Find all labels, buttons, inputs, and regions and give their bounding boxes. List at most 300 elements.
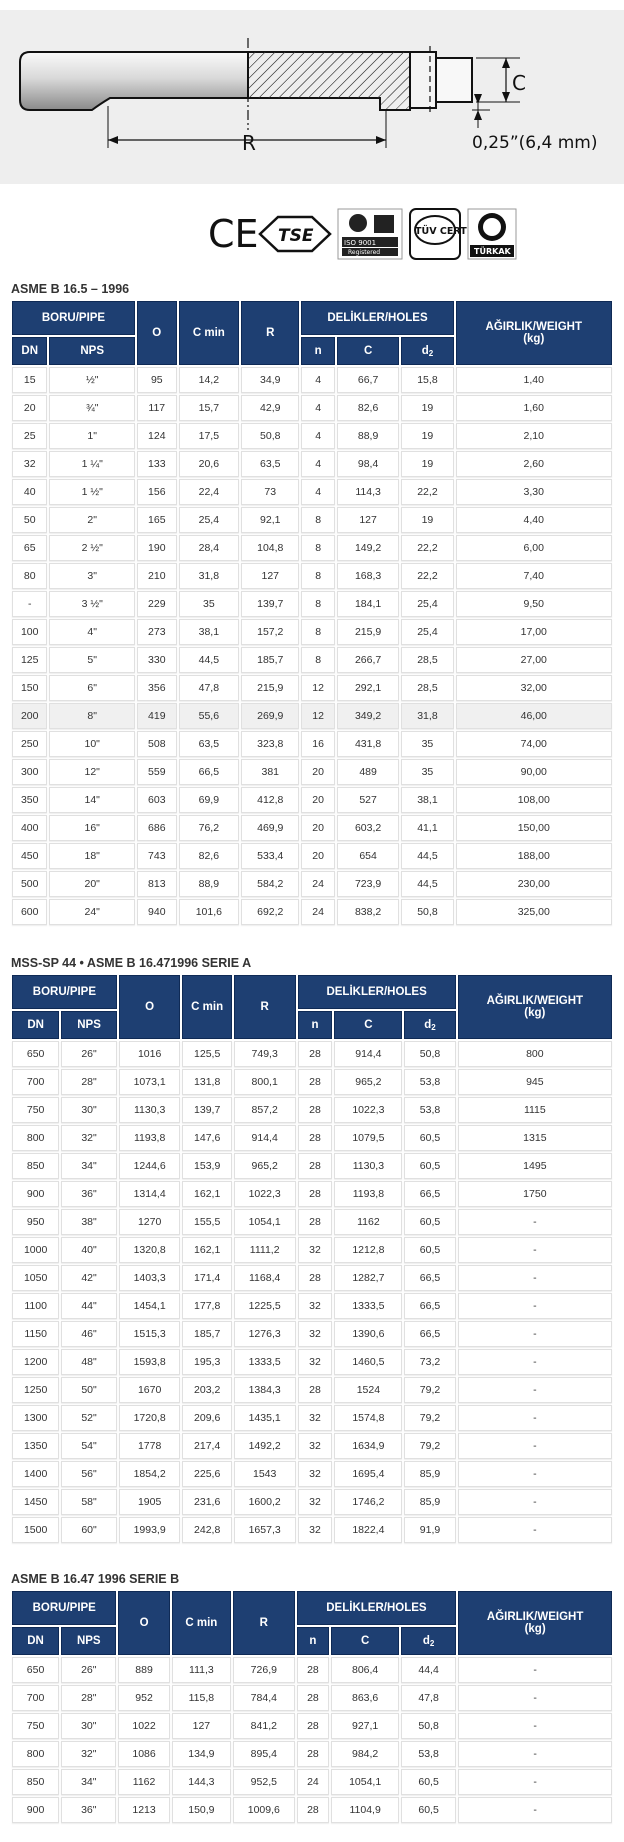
- cell-d2: 44,4: [401, 1657, 456, 1683]
- cell-n: 4: [301, 367, 334, 393]
- cell-nps: 18": [49, 843, 135, 869]
- table-row: [12, 1237, 612, 1263]
- cell-nps: 40": [61, 1237, 117, 1263]
- cell-c: 489: [337, 759, 400, 785]
- cell-c: 1162: [334, 1209, 402, 1235]
- cell-weight: -: [458, 1797, 612, 1823]
- cell-r: 895,4: [233, 1741, 294, 1767]
- header-boru-pipe: BORU/PIPE: [12, 1591, 116, 1625]
- cell-dn: 32: [12, 451, 47, 477]
- table-row: [12, 1181, 612, 1207]
- cell-weight: 9,50: [456, 591, 612, 617]
- cell-d2: 60,5: [404, 1237, 455, 1263]
- cell-d2: 47,8: [401, 1685, 456, 1711]
- cell-c-min: 69,9: [179, 787, 239, 813]
- tuv-cert-icon: [410, 209, 467, 259]
- cell-r: 92,1: [241, 507, 299, 533]
- header-c-min: C min: [182, 975, 231, 1039]
- cell-o: 356: [137, 675, 177, 701]
- table-row: [12, 563, 612, 589]
- cell-c: 1022,3: [334, 1097, 402, 1123]
- cell-dn: 25: [12, 423, 47, 449]
- cell-dn: 900: [12, 1181, 59, 1207]
- cell-d2: 85,9: [404, 1489, 455, 1515]
- cell-weight: 7,40: [456, 563, 612, 589]
- cell-weight: 74,00: [456, 731, 612, 757]
- cell-weight: 800: [458, 1041, 612, 1067]
- cell-dn: 1000: [12, 1237, 59, 1263]
- cell-dn: 750: [12, 1097, 59, 1123]
- cell-n: 28: [298, 1265, 333, 1291]
- cell-c: 863,6: [331, 1685, 399, 1711]
- cell-nps: 30": [61, 1713, 116, 1739]
- cell-weight: 1315: [458, 1125, 612, 1151]
- table-row: [12, 367, 612, 393]
- cell-c-min: 44,5: [179, 647, 239, 673]
- cell-weight: -: [458, 1685, 612, 1711]
- header-nps: NPS: [61, 1011, 117, 1039]
- cell-r: 215,9: [241, 675, 299, 701]
- cell-c: 1130,3: [334, 1153, 402, 1179]
- cell-c: 984,2: [331, 1741, 399, 1767]
- cell-c-min: 231,6: [182, 1489, 231, 1515]
- table-row: [12, 675, 612, 701]
- cell-c-min: 115,8: [172, 1685, 231, 1711]
- cell-c-min: 185,7: [182, 1321, 231, 1347]
- cell-c-min: 139,7: [182, 1097, 231, 1123]
- cell-n: 28: [298, 1041, 333, 1067]
- cell-nps: 36": [61, 1797, 116, 1823]
- cell-o: 190: [137, 535, 177, 561]
- cell-o: 1854,2: [119, 1461, 181, 1487]
- cell-r: 104,8: [241, 535, 299, 561]
- cell-d2: 53,8: [401, 1741, 456, 1767]
- cell-o: 229: [137, 591, 177, 617]
- cell-c: 88,9: [337, 423, 400, 449]
- header-boru-pipe: BORU/PIPE: [12, 301, 135, 335]
- cell-c: 66,7: [337, 367, 400, 393]
- header-delikler-holes: DELİKLER/HOLES: [297, 1591, 457, 1625]
- svg-text:TSE: TSE: [278, 226, 314, 246]
- cell-n: 8: [301, 619, 334, 645]
- cell-r: 1225,5: [234, 1293, 296, 1319]
- cell-o: 1993,9: [119, 1517, 181, 1543]
- cell-d2: 31,8: [401, 703, 453, 729]
- cell-o: 1778: [119, 1433, 181, 1459]
- header-delikler-holes: DELİKLER/HOLES: [301, 301, 453, 335]
- cell-d2: 22,2: [401, 479, 453, 505]
- cell-c-min: 171,4: [182, 1265, 231, 1291]
- cell-weight: 188,00: [456, 843, 612, 869]
- cell-c: 215,9: [337, 619, 400, 645]
- cell-o: 1593,8: [119, 1349, 181, 1375]
- cell-nps: 5": [49, 647, 135, 673]
- cell-c-min: 209,6: [182, 1405, 231, 1431]
- cell-c-min: 63,5: [179, 731, 239, 757]
- cell-c: 1282,7: [334, 1265, 402, 1291]
- table-row: [12, 787, 612, 813]
- cell-r: 533,4: [241, 843, 299, 869]
- cell-c: 82,6: [337, 395, 400, 421]
- cell-c-min: 101,6: [179, 899, 239, 925]
- table-row: [12, 1461, 612, 1487]
- cell-r: 857,2: [234, 1097, 296, 1123]
- cell-o: 1213: [118, 1797, 169, 1823]
- cell-c-min: 147,6: [182, 1125, 231, 1151]
- table-row: [12, 395, 612, 421]
- cell-weight: -: [458, 1405, 612, 1431]
- cell-d2: 41,1: [401, 815, 453, 841]
- header-r: R: [241, 301, 299, 365]
- cell-c-min: 88,9: [179, 871, 239, 897]
- cell-n: 8: [301, 591, 334, 617]
- cell-dn: 900: [12, 1797, 59, 1823]
- cell-dn: 125: [12, 647, 47, 673]
- cell-d2: 35: [401, 731, 453, 757]
- cell-c-min: 150,9: [172, 1797, 231, 1823]
- cell-nps: 1 ½": [49, 479, 135, 505]
- header-agirlik-weight: [456, 301, 612, 365]
- cell-n: 28: [297, 1797, 330, 1823]
- cell-c-min: 111,3: [172, 1657, 231, 1683]
- tse-mark-icon: [260, 217, 330, 251]
- table-row: [12, 871, 612, 897]
- cell-r: 73: [241, 479, 299, 505]
- cell-weight: 2,10: [456, 423, 612, 449]
- table-row: [12, 1321, 612, 1347]
- cell-d2: 38,1: [401, 787, 453, 813]
- cell-dn: 50: [12, 507, 47, 533]
- cell-d2: 60,5: [401, 1769, 456, 1795]
- cell-nps: 12": [49, 759, 135, 785]
- table-row: [12, 535, 612, 561]
- cell-d2: 53,8: [404, 1097, 455, 1123]
- cell-dn: 800: [12, 1741, 59, 1767]
- cell-nps: 58": [61, 1489, 117, 1515]
- cell-n: 12: [301, 675, 334, 701]
- cell-n: 28: [298, 1181, 333, 1207]
- cell-dn: -: [12, 591, 47, 617]
- cell-weight: 90,00: [456, 759, 612, 785]
- cell-c: 927,1: [331, 1713, 399, 1739]
- cell-weight: -: [458, 1461, 612, 1487]
- cell-n: 24: [301, 899, 334, 925]
- cell-n: 4: [301, 423, 334, 449]
- cell-o: 210: [137, 563, 177, 589]
- svg-text:TÜV CERT: TÜV CERT: [415, 226, 467, 237]
- cell-c: 838,2: [337, 899, 400, 925]
- cell-d2: 53,8: [404, 1069, 455, 1095]
- cell-n: 32: [298, 1405, 333, 1431]
- cell-c: 1333,5: [334, 1293, 402, 1319]
- cell-nps: 20": [49, 871, 135, 897]
- cell-c: 149,2: [337, 535, 400, 561]
- cell-d2: 66,5: [404, 1181, 455, 1207]
- cell-nps: 4": [49, 619, 135, 645]
- cell-o: 1016: [119, 1041, 181, 1067]
- cell-r: 1435,1: [234, 1405, 296, 1431]
- cell-n: 32: [298, 1293, 333, 1319]
- cell-r: 1009,6: [233, 1797, 294, 1823]
- cell-dn: 150: [12, 675, 47, 701]
- cell-n: 32: [298, 1321, 333, 1347]
- cell-c-min: 242,8: [182, 1517, 231, 1543]
- cell-c-min: 153,9: [182, 1153, 231, 1179]
- cell-c-min: 66,5: [179, 759, 239, 785]
- cell-c-min: 76,2: [179, 815, 239, 841]
- header-dn: DN: [12, 1011, 59, 1039]
- cell-dn: 850: [12, 1153, 59, 1179]
- cell-n: 28: [298, 1209, 333, 1235]
- header-agirlik-weight: [458, 1591, 612, 1655]
- header-c-min: C min: [172, 1591, 231, 1655]
- cell-n: 28: [297, 1657, 330, 1683]
- header-n: n: [301, 337, 334, 365]
- cell-weight: -: [458, 1517, 612, 1543]
- cell-r: 42,9: [241, 395, 299, 421]
- cell-o: 165: [137, 507, 177, 533]
- section-title-mss-sp44-serie-a: MSS-SP 44 • ASME B 16.471996 SERIE A: [11, 956, 252, 970]
- cell-d2: 60,5: [404, 1209, 455, 1235]
- cell-o: 559: [137, 759, 177, 785]
- cell-nps: 28": [61, 1069, 117, 1095]
- cell-weight: -: [458, 1741, 612, 1767]
- cell-r: 1384,3: [234, 1377, 296, 1403]
- table-row: [12, 647, 612, 673]
- cell-n: 32: [298, 1433, 333, 1459]
- iso-9001-icon: [338, 209, 402, 259]
- cell-r: 34,9: [241, 367, 299, 393]
- cell-c: 1104,9: [331, 1797, 399, 1823]
- cell-nps: 42": [61, 1265, 117, 1291]
- cell-nps: 56": [61, 1461, 117, 1487]
- cell-dn: 450: [12, 843, 47, 869]
- cell-c-min: 31,8: [179, 563, 239, 589]
- cell-nps: 44": [61, 1293, 117, 1319]
- section-title-asme-b16-5: ASME B 16.5 – 1996: [11, 282, 130, 296]
- table-row: [12, 1797, 612, 1823]
- cell-o: 1454,1: [119, 1293, 181, 1319]
- cell-d2: 19: [401, 395, 453, 421]
- cell-o: 813: [137, 871, 177, 897]
- cell-d2: 85,9: [404, 1461, 455, 1487]
- cell-r: 584,2: [241, 871, 299, 897]
- cell-nps: 1 ¼": [49, 451, 135, 477]
- cell-dn: 100: [12, 619, 47, 645]
- cell-c: 806,4: [331, 1657, 399, 1683]
- certification-logos: [198, 203, 524, 265]
- cell-n: 20: [301, 815, 334, 841]
- header-c: C: [337, 337, 400, 365]
- cell-nps: 60": [61, 1517, 117, 1543]
- cell-d2: 79,2: [404, 1405, 455, 1431]
- cell-nps: 30": [61, 1097, 117, 1123]
- cell-weight: -: [458, 1377, 612, 1403]
- cell-weight: -: [458, 1349, 612, 1375]
- turkak-icon: [468, 209, 516, 259]
- cell-c-min: 17,5: [179, 423, 239, 449]
- cell-dn: 1450: [12, 1489, 59, 1515]
- cell-r: 692,2: [241, 899, 299, 925]
- table-row: [12, 1657, 612, 1683]
- cell-weight: -: [458, 1489, 612, 1515]
- cell-n: 8: [301, 647, 334, 673]
- cell-o: 508: [137, 731, 177, 757]
- cell-nps: 38": [61, 1209, 117, 1235]
- flange-table-serie-b: [10, 1589, 614, 1825]
- cell-r: 1276,3: [234, 1321, 296, 1347]
- cell-o: 889: [118, 1657, 169, 1683]
- cell-c-min: 38,1: [179, 619, 239, 645]
- cell-c-min: 195,3: [182, 1349, 231, 1375]
- table-row: [12, 759, 612, 785]
- cell-r: 50,8: [241, 423, 299, 449]
- cell-d2: 19: [401, 423, 453, 449]
- cell-r: 1333,5: [234, 1349, 296, 1375]
- cell-n: 28: [298, 1153, 333, 1179]
- cell-r: 952,5: [233, 1769, 294, 1795]
- cell-dn: 15: [12, 367, 47, 393]
- table-row: [12, 899, 612, 925]
- cell-o: 117: [137, 395, 177, 421]
- cell-o: 1320,8: [119, 1237, 181, 1263]
- cell-c: 1746,2: [334, 1489, 402, 1515]
- cell-d2: 60,5: [404, 1125, 455, 1151]
- cell-dn: 350: [12, 787, 47, 813]
- ce-mark-icon: [208, 212, 259, 256]
- cell-nps: 16": [49, 815, 135, 841]
- cell-c-min: 131,8: [182, 1069, 231, 1095]
- table-row: [12, 1209, 612, 1235]
- table-row: [12, 843, 612, 869]
- cell-c: 1079,5: [334, 1125, 402, 1151]
- cell-weight: -: [458, 1237, 612, 1263]
- cell-c: 349,2: [337, 703, 400, 729]
- cell-r: 1054,1: [234, 1209, 296, 1235]
- header-c: C: [334, 1011, 402, 1039]
- cell-o: 1193,8: [119, 1125, 181, 1151]
- certification-logos-graphic: [198, 203, 524, 265]
- cell-n: 8: [301, 507, 334, 533]
- cell-r: 841,2: [233, 1713, 294, 1739]
- cell-c: 1695,4: [334, 1461, 402, 1487]
- cell-o: 1244,6: [119, 1153, 181, 1179]
- cell-o: 952: [118, 1685, 169, 1711]
- cell-weight: 6,00: [456, 535, 612, 561]
- header-d2: $d_2$: [401, 1627, 456, 1655]
- cell-nps: 54": [61, 1433, 117, 1459]
- cell-n: 24: [301, 871, 334, 897]
- table-row: [12, 1125, 612, 1151]
- cell-c: 1524: [334, 1377, 402, 1403]
- flange-table-serie-a: [10, 973, 614, 1545]
- cell-r: 323,8: [241, 731, 299, 757]
- cell-nps: 2": [49, 507, 135, 533]
- cell-nps: 36": [61, 1181, 117, 1207]
- cell-c: 1822,4: [334, 1517, 402, 1543]
- cell-dn: 400: [12, 815, 47, 841]
- cell-o: 686: [137, 815, 177, 841]
- cell-weight: 1495: [458, 1153, 612, 1179]
- cell-c: 292,1: [337, 675, 400, 701]
- cell-weight: 32,00: [456, 675, 612, 701]
- cell-weight: -: [458, 1209, 612, 1235]
- cell-o: 419: [137, 703, 177, 729]
- cell-o: 133: [137, 451, 177, 477]
- header-weight-line2: (kg): [523, 333, 545, 345]
- table-row: [12, 1265, 612, 1291]
- cell-c: 1054,1: [331, 1769, 399, 1795]
- cell-weight: -: [458, 1713, 612, 1739]
- table-row: [12, 1769, 612, 1795]
- cell-d2: 19: [401, 507, 453, 533]
- cell-o: 1086: [118, 1741, 169, 1767]
- table-row: [12, 479, 612, 505]
- cell-r: 749,3: [234, 1041, 296, 1067]
- cell-c: 527: [337, 787, 400, 813]
- cell-nps: 6": [49, 675, 135, 701]
- cell-o: 603: [137, 787, 177, 813]
- cell-c-min: 22,4: [179, 479, 239, 505]
- cell-n: 28: [298, 1069, 333, 1095]
- table-row: [12, 731, 612, 757]
- cell-dn: 500: [12, 871, 47, 897]
- cell-weight: -: [458, 1433, 612, 1459]
- cell-d2: 44,5: [401, 871, 453, 897]
- cell-nps: 34": [61, 1769, 116, 1795]
- svg-text:CE: CE: [208, 212, 259, 256]
- cell-nps: 26": [61, 1041, 117, 1067]
- cell-c: 266,7: [337, 647, 400, 673]
- header-r: R: [234, 975, 296, 1039]
- cell-r: 1657,3: [234, 1517, 296, 1543]
- dimension-c-label: C: [512, 71, 526, 95]
- table-row: [12, 1153, 612, 1179]
- cell-c: 1212,8: [334, 1237, 402, 1263]
- cell-d2: 50,8: [401, 1713, 456, 1739]
- cell-c: 965,2: [334, 1069, 402, 1095]
- cell-n: 28: [297, 1685, 330, 1711]
- cell-n: 8: [301, 563, 334, 589]
- cell-c-min: 203,2: [182, 1377, 231, 1403]
- cell-o: 1403,3: [119, 1265, 181, 1291]
- cell-c: 431,8: [337, 731, 400, 757]
- table-row: [12, 1489, 612, 1515]
- cell-n: 4: [301, 479, 334, 505]
- cell-n: 20: [301, 787, 334, 813]
- cell-weight: 2,60: [456, 451, 612, 477]
- table-row: [12, 1685, 612, 1711]
- cell-nps: 52": [61, 1405, 117, 1431]
- cell-c-min: 225,6: [182, 1461, 231, 1487]
- cell-weight: 27,00: [456, 647, 612, 673]
- table-row: [12, 451, 612, 477]
- cell-d2: 73,2: [404, 1349, 455, 1375]
- cell-n: 28: [297, 1741, 330, 1767]
- cell-c-min: 144,3: [172, 1769, 231, 1795]
- cell-n: 24: [297, 1769, 330, 1795]
- cell-c: 654: [337, 843, 400, 869]
- cell-weight: -: [458, 1265, 612, 1291]
- table-row: [12, 1517, 612, 1543]
- cell-weight: 1750: [458, 1181, 612, 1207]
- cell-r: 1600,2: [234, 1489, 296, 1515]
- cell-c-min: 55,6: [179, 703, 239, 729]
- cell-c: 184,1: [337, 591, 400, 617]
- cell-c: 1193,8: [334, 1181, 402, 1207]
- dimension-thickness-label: 0,25”(6,4 mm): [472, 133, 598, 153]
- cell-nps: 48": [61, 1349, 117, 1375]
